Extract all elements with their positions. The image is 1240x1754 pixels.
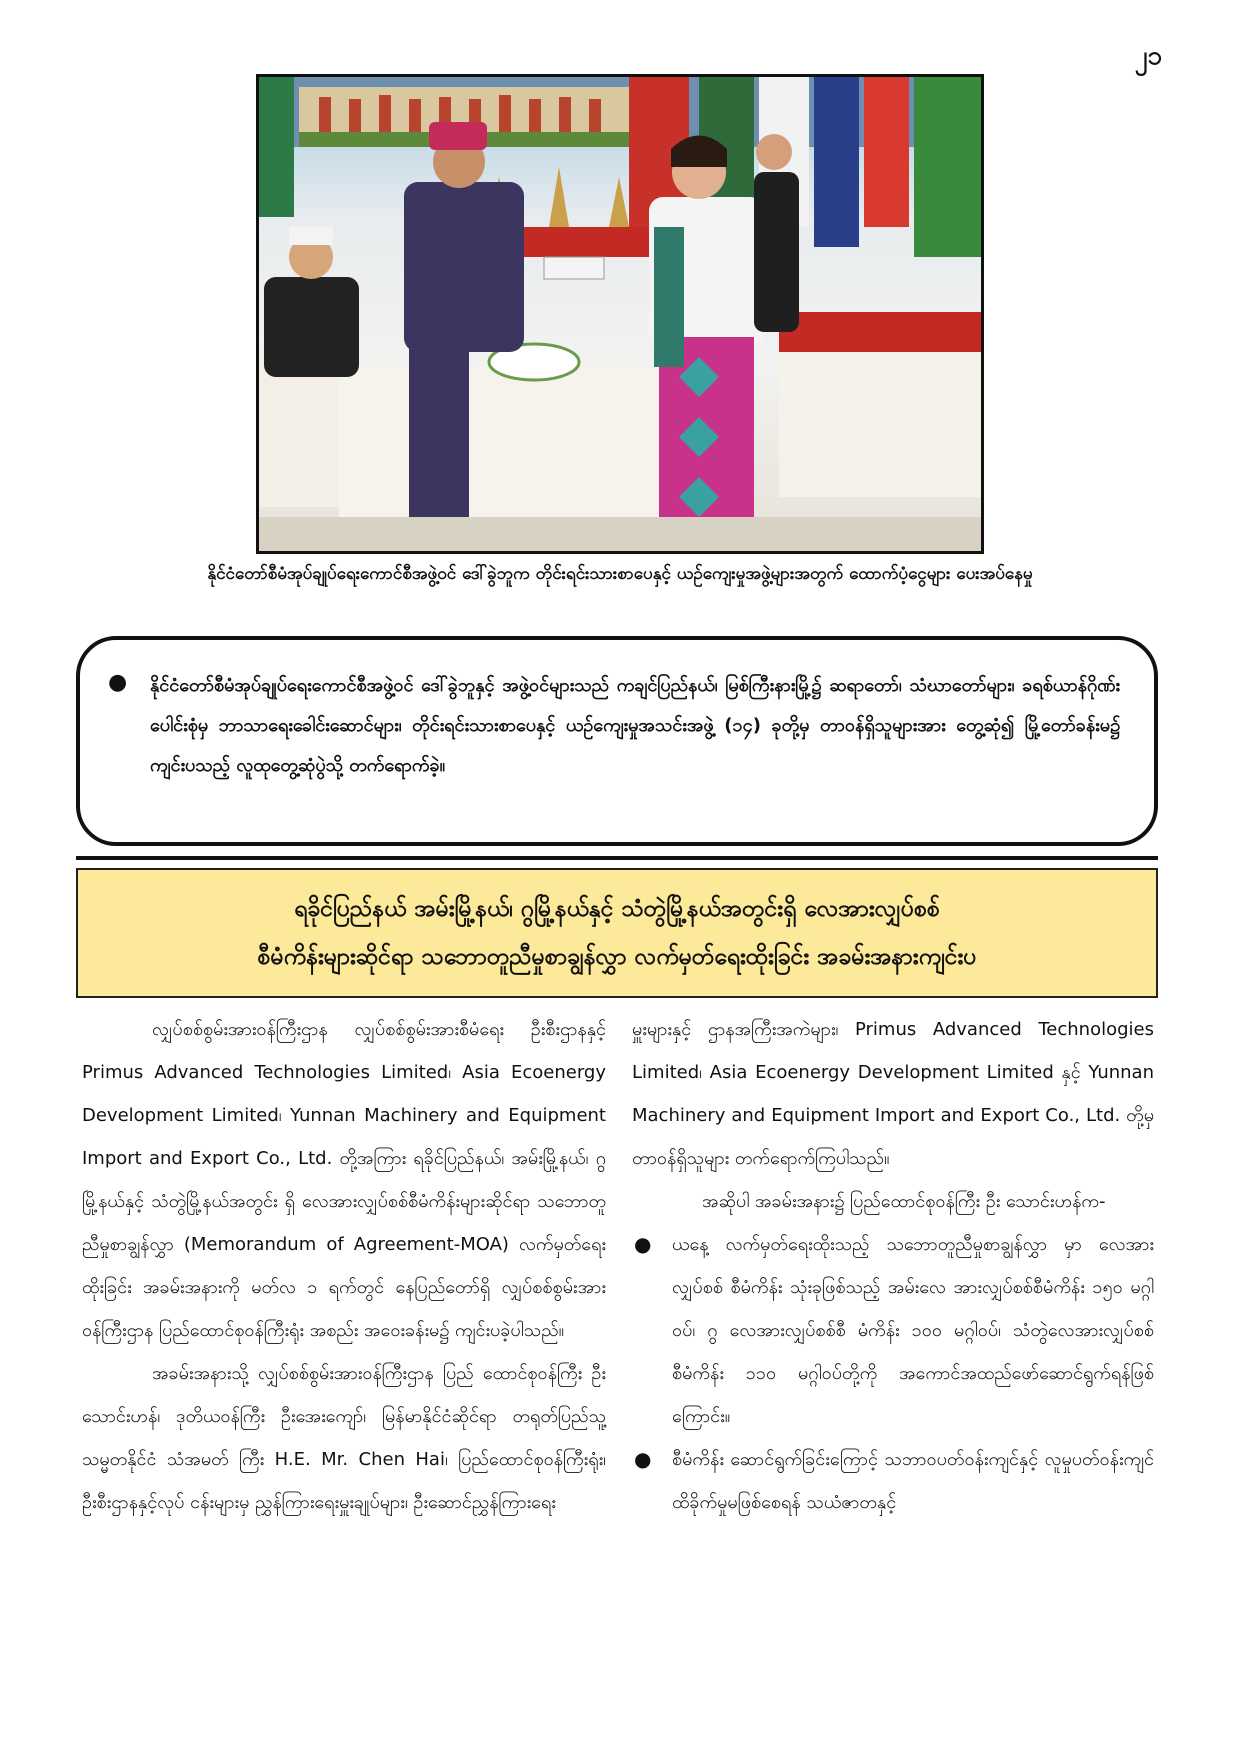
article-column-right bbox=[632, 1008, 1154, 1524]
list-item bbox=[632, 1438, 1154, 1524]
list-item-text: ယနေ့ လက်မှတ်ရေးထိုးသည့် သဘောတူညီမှုစာချွန်လွှာ မှာ လေအားလျှပ်စစ် စီမံကိန်း သုံးခုဖြစ်သည့် အမ်းလေ အားလျှပ်စစ်စီမံကိန်း ၁၅၀ မဂ္ဂါဝပ်၊ ဂွ လေအားလျှပ်စစ်စီ မံကိန်း ၁၀၀ မဂ္ဂါဝပ်၊ သံတွဲလေအားလျှပ်စစ်စီမံကိန်း ၁၁၀ မဂ္ဂါဝပ်တို့ကို အကောင်အထည်ဖော်ဆောင်ရွက်ရန်ဖြစ် ကြောင်း။ bbox=[672, 1234, 1154, 1427]
divider bbox=[76, 856, 1158, 860]
paragraph: အဆိုပါ အခမ်းအနား၌ ပြည်ထောင်စုဝန်ကြီး ဦး သောင်းဟန်က- bbox=[702, 1191, 1106, 1212]
event-photo bbox=[256, 74, 984, 554]
list-item-text: စီမံကိန်း ဆောင်ရွက်ခြင်းကြောင့် သဘာဝပတ်ဝန်းကျင်နှင့် လူမှုပတ်ဝန်းကျင် ထိခိုက်မှုမဖြစ်စေရန် သယံဇာတနှင့် bbox=[672, 1449, 1154, 1513]
bullet-icon: ● bbox=[108, 670, 128, 695]
headline-line-2: စီမံကိန်းများဆိုင်ရာ သဘောတူညီမှုစာချွန်လွှာ လက်မှတ်ရေးထိုးခြင်း အခမ်းအနားကျင်းပ bbox=[257, 944, 977, 970]
paragraph: အခမ်းအနားသို့ လျှပ်စစ်စွမ်းအားဝန်ကြီးဌာန ပြည် ထောင်စုဝန်ကြီး ဦးသောင်းဟန်၊ ဒုတိယဝန်ကြီး ဦးအေးကျော်၊ မြန်မာနိုင်ငံဆိုင်ရာ တရုတ်ပြည်သူ့သမ္မတနိုင်ငံ သံအမတ် ကြီး H.E. Mr. Chen Hai၊ ပြည်ထောင်စုဝန်ကြီးရုံး၊ ဦးစီးဌာနနှင့်လုပ် ငန်းများမှ ညွှန်ကြားရေးမှူးချုပ်များ၊ ဦးဆောင်ညွှန်ကြားရေး bbox=[82, 1363, 606, 1513]
bullet-icon: ● bbox=[634, 1447, 652, 1471]
article-headline bbox=[76, 868, 1158, 998]
highlight-text: နိုင်ငံတော်စီမံအုပ်ချုပ်ရေးကောင်စီအဖွဲ့ဝင် ဒေါ်ခွဲဘူနှင့် အဖွဲ့ဝင်များသည် ကချင်ပြည်နယ်၊ မြစ်ကြီးနားမြို့၌ ဆရာတော်၊ သံဃာတော်များ၊ ခရစ်ယာန်ဂိုဏ်းပေါင်းစုံမှ ဘာသာရေးခေါင်းဆောင်များ၊ တိုင်းရင်းသားစာပေနှင့် ယဉ်ကျေးမှုအသင်းအဖွဲ့ (၁၄) ခုတို့မှ တာဝန်ရှိသူများအား တွေ့ဆုံ၍ မြို့တော်ခန်းမ၌ ကျင်းပသည့် လူထုတွေ့ဆုံပွဲသို့ တက်ရောက်ခဲ့။ bbox=[150, 675, 1120, 776]
article-column-left bbox=[82, 1008, 606, 1524]
page-number: ၂၁ bbox=[1134, 41, 1162, 71]
highlight-box bbox=[76, 636, 1158, 846]
paragraph: မှူးများနှင့် ဌာနအကြီးအကဲများ၊ Primus Advanced Technologies Limited၊ Asia Ecoenergy Development Limited နှင့် Yunnan Machinery and Equipment Import and Export Co., Ltd. တို့မှ တာဝန်ရှိသူများ တက်ရောက်ကြပါသည်။ bbox=[632, 1019, 1154, 1169]
photo-caption: နိုင်ငံတော်စီမံအုပ်ချုပ်ရေးကောင်စီအဖွဲ့ဝင် ဒေါ်ခွဲဘူက တိုင်းရင်းသားစာပေနှင့် ယဉ်ကျေးမှုအဖွဲ့များအတွက် ထောက်ပံ့ငွေများ ပေးအပ်နေမှု bbox=[207, 564, 1033, 584]
paragraph: လျှပ်စစ်စွမ်းအားဝန်ကြီးဌာန လျှပ်စစ်စွမ်းအားစီမံရေး ဦးစီးဌာနနှင့် Primus Advanced Technologies Limited၊ Asia Ecoenergy Development Limited၊ Yunnan Machinery and Equipment Import and Export Co., Ltd. တို့အကြား ရခိုင်ပြည်နယ်၊ အမ်းမြို့နယ်၊ ဂွမြို့နယ်နှင့် သံတွဲမြို့နယ်အတွင်း ရှိ လေအားလျှပ်စစ်စီမံကိန်းများဆိုင်ရာ သဘောတူညီမှုစာချွန်လွှာ (Memorandum of Agreement-MOA) လက်မှတ်ရေး ထိုးခြင်း အခမ်းအနားကို မတ်လ ၁ ရက်တွင် နေပြည်တော်ရှိ လျှပ်စစ်စွမ်းအားဝန်ကြီးဌာန ပြည်ထောင်စုဝန်ကြီးရုံး အစည်း အဝေးခန်းမ၌ ကျင်းပခဲ့ပါသည်။ bbox=[82, 1019, 606, 1341]
bullet-icon: ● bbox=[634, 1232, 652, 1256]
bullet-list bbox=[632, 1223, 1154, 1524]
headline-line-1: ရခိုင်ပြည်နယ် အမ်းမြို့နယ်၊ ဂွမြို့နယ်နှင့် သံတွဲမြို့နယ်အတွင်းရှိ လေအားလျှပ်စစ် bbox=[294, 896, 940, 922]
photo-illustration bbox=[259, 77, 981, 551]
list-item bbox=[632, 1223, 1154, 1438]
